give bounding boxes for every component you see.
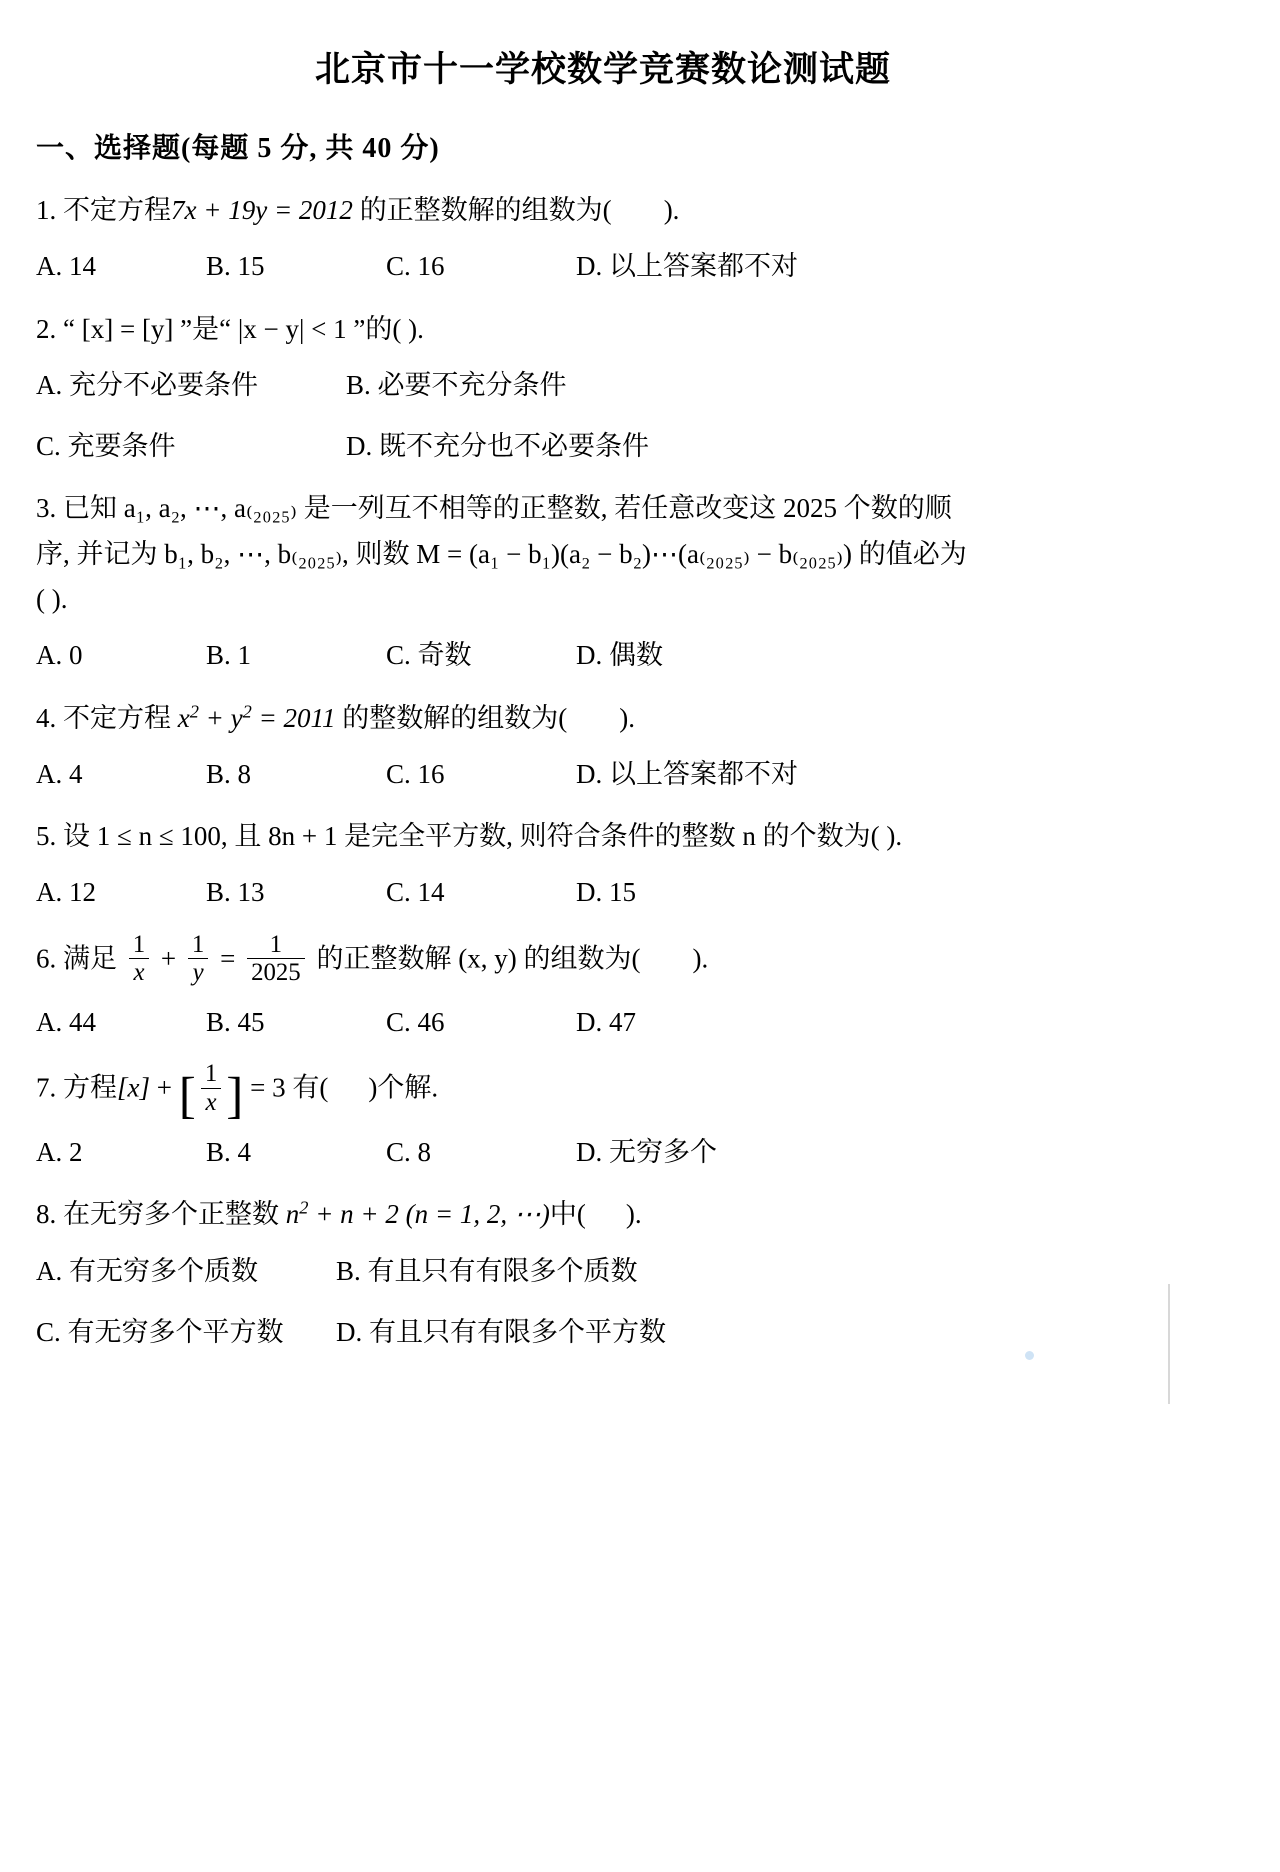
question-3-line2: 序, 并记为 b₁, b₂, ⋯, b₍₂₀₂₅₎, 则数 M = (a₁ − b₁)(a₂ − b₂)⋯(a₍₂₀₂₅₎ − b₍₂₀₂₅₎) 的值必为: [36, 538, 967, 569]
question-1-text-end: ).: [663, 195, 680, 225]
question-3-stem: [36, 486, 1170, 622]
question-7-text-end: )个解.: [368, 1072, 439, 1103]
option-5-a[interactable]: A. 12: [36, 877, 96, 908]
question-5-number: 5.: [36, 821, 57, 852]
question-1-options: [36, 245, 1170, 288]
question-8-options-row1: [36, 1250, 1170, 1293]
bracket-close-icon: ]: [226, 1067, 244, 1125]
option-4-d[interactable]: D. 以上答案都不对: [576, 758, 798, 789]
fraction-one-over-y: $\frac{1}{y}$: [188, 931, 208, 988]
fraction-one-over-2025: $\frac{1}{2025}$: [247, 931, 305, 988]
option-3-d[interactable]: D. 偶数: [576, 640, 663, 671]
option-1-b[interactable]: B. 15: [206, 251, 265, 282]
question-4-options: [36, 753, 1170, 796]
question-1-stem: 1. 不定方程7x + 19y = 2012 的正整数解的组数为( ).: [36, 195, 680, 225]
option-8-c[interactable]: C. 有无穷多个平方数: [36, 1316, 284, 1347]
page-edge-artifact: [1168, 1284, 1170, 1404]
question-2-options-row1: [36, 364, 1170, 407]
question-1-text: 不定方程: [63, 195, 171, 225]
option-3-a[interactable]: A. 0: [36, 640, 83, 671]
question-6-text: 满足: [63, 943, 117, 974]
option-4-a[interactable]: A. 4: [36, 758, 83, 789]
question-4-text: 不定方程: [63, 702, 171, 733]
question-4-number: 4.: [36, 702, 57, 733]
section-heading: 一、选择题(每题 5 分, 共 40 分): [36, 133, 440, 164]
question-5-options: [36, 871, 1170, 914]
option-2-b[interactable]: B. 必要不充分条件: [346, 369, 567, 400]
question-4-stem: 4. 不定方程 $x^2 + y^2 = 2011$ 的整数解的组数为( ).: [36, 701, 636, 733]
option-4-b[interactable]: B. 8: [206, 758, 252, 789]
option-1-a[interactable]: A. 14: [36, 251, 96, 282]
question-4-text-end: ).: [619, 702, 636, 733]
question-7-number: 7.: [36, 1072, 57, 1103]
question-6-number: 6.: [36, 943, 57, 974]
option-6-b[interactable]: B. 45: [206, 1007, 265, 1038]
option-5-c[interactable]: C. 14: [386, 877, 445, 908]
question-1-number: 1.: [36, 195, 57, 225]
question-5-stem: [36, 814, 1170, 859]
option-7-d[interactable]: D. 无穷多个: [576, 1137, 717, 1168]
option-3-c[interactable]: C. 奇数: [386, 640, 472, 671]
question-1-text-post: 的正整数解的组数为(: [359, 195, 612, 225]
option-7-a[interactable]: A. 2: [36, 1137, 83, 1168]
option-3-b[interactable]: B. 1: [206, 640, 252, 671]
question-8-number: 8.: [36, 1199, 57, 1230]
option-7-b[interactable]: B. 4: [206, 1137, 252, 1168]
option-6-d[interactable]: D. 47: [576, 1007, 636, 1038]
question-8-text: 在无穷多个正整数: [63, 1199, 279, 1230]
option-5-b[interactable]: B. 13: [206, 877, 265, 908]
question-6-options: [36, 1001, 1170, 1044]
fraction-one-over-x-2: $\frac{1}{x}$: [201, 1060, 221, 1117]
question-2-text: “ [x] = [y] ”是“ |x − y| < 1 ”的( ).: [63, 313, 424, 344]
fraction-one-over-x: $\frac{1}{x}$: [129, 931, 149, 988]
scan-artifact-dot: [1025, 1351, 1034, 1360]
question-8-text-post: 中(: [549, 1199, 586, 1230]
question-3-number: 3.: [36, 493, 57, 524]
question-2-stem: [36, 307, 1170, 352]
question-7-text-post: = 3 有(: [250, 1072, 329, 1103]
option-2-c[interactable]: C. 充要条件: [36, 431, 176, 462]
option-5-d[interactable]: D. 15: [576, 877, 636, 908]
question-6-stem: 6. 满足 $\frac{1}{x}$ + $\frac{1}{y}$ = $\frac{1}{2025}$ 的正整数解 (x, y) 的组数为( ).: [36, 930, 709, 987]
question-6-text-end: ).: [692, 943, 709, 974]
option-8-a[interactable]: A. 有无穷多个质数: [36, 1255, 258, 1286]
question-5-text: 设 1 ≤ n ≤ 100, 且 8n + 1 是完全平方数, 则符合条件的整数 n 的个数为( ).: [63, 821, 903, 852]
question-4-text-post: 的整数解的组数为(: [342, 702, 568, 733]
page-title: 北京市十一学校数学竞赛数论测试题: [314, 50, 891, 89]
option-6-c[interactable]: C. 46: [386, 1007, 445, 1038]
question-8-options-row2: [36, 1311, 1170, 1354]
question-6-text-post: 的正整数解 (x, y) 的组数为(: [316, 943, 641, 974]
question-3-line3: ( ).: [36, 584, 68, 614]
question-7-options: [36, 1131, 1170, 1174]
question-7-text: 方程: [63, 1072, 117, 1103]
option-7-c[interactable]: C. 8: [386, 1137, 432, 1168]
option-1-c[interactable]: C. 16: [386, 251, 445, 282]
bracket-open-icon: [: [178, 1067, 196, 1125]
option-8-d[interactable]: D. 有且只有有限多个平方数: [336, 1316, 666, 1347]
question-8-range: (n = 1, 2, ⋯): [405, 1199, 550, 1230]
question-8-stem: 8. 在无穷多个正整数 $n^2 + n + 2$ (n = 1, 2, ⋯)中( ).: [36, 1197, 642, 1230]
option-2-a[interactable]: A. 充分不必要条件: [36, 369, 258, 400]
question-3-line1: 已知 a₁, a₂, ⋯, a₍₂₀₂₅₎ 是一列互不相等的正整数, 若任意改变这 2025 个数的顺: [63, 493, 952, 524]
option-4-c[interactable]: C. 16: [386, 758, 445, 789]
option-1-d[interactable]: D. 以上答案都不对: [576, 251, 798, 282]
question-2-options-row2: [36, 425, 1170, 468]
question-8-text-end: ).: [625, 1199, 642, 1230]
option-6-a[interactable]: A. 44: [36, 1007, 96, 1038]
option-8-b[interactable]: B. 有且只有有限多个质数: [336, 1255, 638, 1286]
question-2-number: 2.: [36, 313, 57, 344]
question-3-options: [36, 634, 1170, 677]
question-7-stem: 7. 方程[x] + [ $\frac{1}{x}$ ] = 3 有( )个解.: [36, 1060, 439, 1125]
option-2-d[interactable]: D. 既不充分也不必要条件: [346, 431, 649, 462]
